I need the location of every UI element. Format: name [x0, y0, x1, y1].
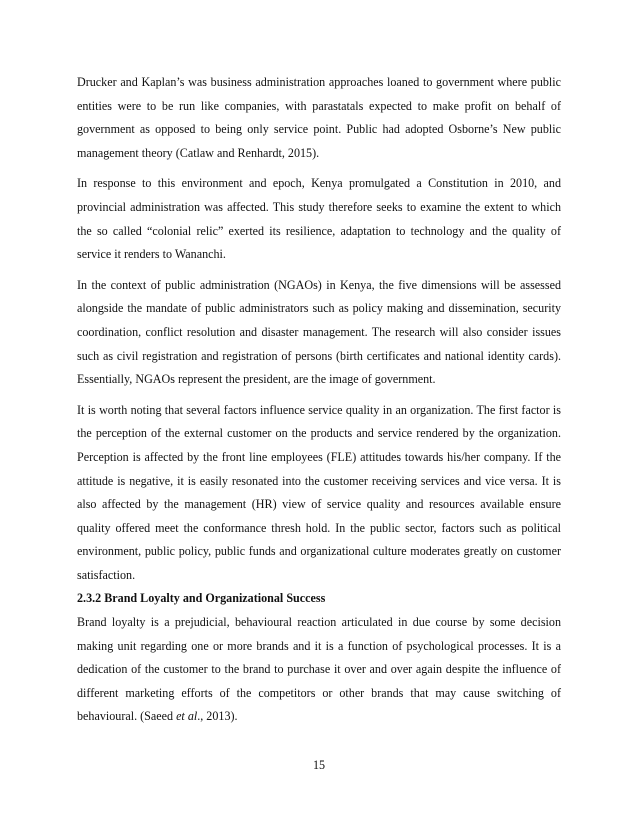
paragraph-brand-loyalty [77, 611, 561, 729]
section-heading: 2.3.2 Brand Loyalty and Organizational Success [77, 591, 326, 606]
citation-year: ., 2013). [197, 709, 238, 724]
document-page [77, 71, 561, 736]
paragraph-drucker-kaplan: Drucker and Kaplan’s was business administration approaches loaned to government where public entities were to be run like companies, with parastatals expected to make profit on behalf of government as opposed to being only service point. Public had adopted Osborne’s New public management theory (Catlaw and Renhardt, 2015). [77, 75, 561, 160]
paragraph-kenya-constitution: In response to this environment and epoch, Kenya promulgated a Constitution in 2010, and provincial administration was affected. This study therefore seeks to examine the extent to which the so called “colonial relic” exerted its resilience, adaptation to technology and the quality of service it renders to Wananchi. [77, 176, 561, 262]
paragraph-service-quality-factors: It is worth noting that several factors influence service quality in an organization. The first factor is the perception of the external customer on the products and service rendered by the organization. Perception is affected by the front line employees (FLE) attitudes towards his/her company. If the attitude is negative, it is easily resonated into the customer receiving services and vice versa. It is also affected by the management (HR) view of service quality and resources available ensure quality offered meet the conformance thresh hold. In the public sector, factors such as political environment, public policy, public funds and organizational culture moderates greatly on customer satisfaction. [77, 402, 561, 582]
citation-italic: et al [176, 709, 198, 724]
paragraph-public-administration-ngaos: In the context of public administration (NGAOs) in Kenya, the five dimensions will be assessed alongside the mandate of public administrators such as policy making and dissemination, security coordination, conflict resolution and disaster management. The research will also consider issues such as civil registration and registration of persons (birth certificates and national identity cards). Essentially, NGAOs represent the president, are the image of government. [77, 277, 561, 387]
brand-loyalty-text: Brand loyalty is a prejudicial, behavioural reaction articulated in due course by some decision making unit regarding one or more brands and it is a function of psychological processes. It is a dedication of the customer to the brand to purchase it over and over again despite the influence of different marketing efforts of the competitors or other brands that may cause switching of behavioural. (Saeed [77, 615, 561, 724]
page-number: 15 [312, 758, 326, 772]
